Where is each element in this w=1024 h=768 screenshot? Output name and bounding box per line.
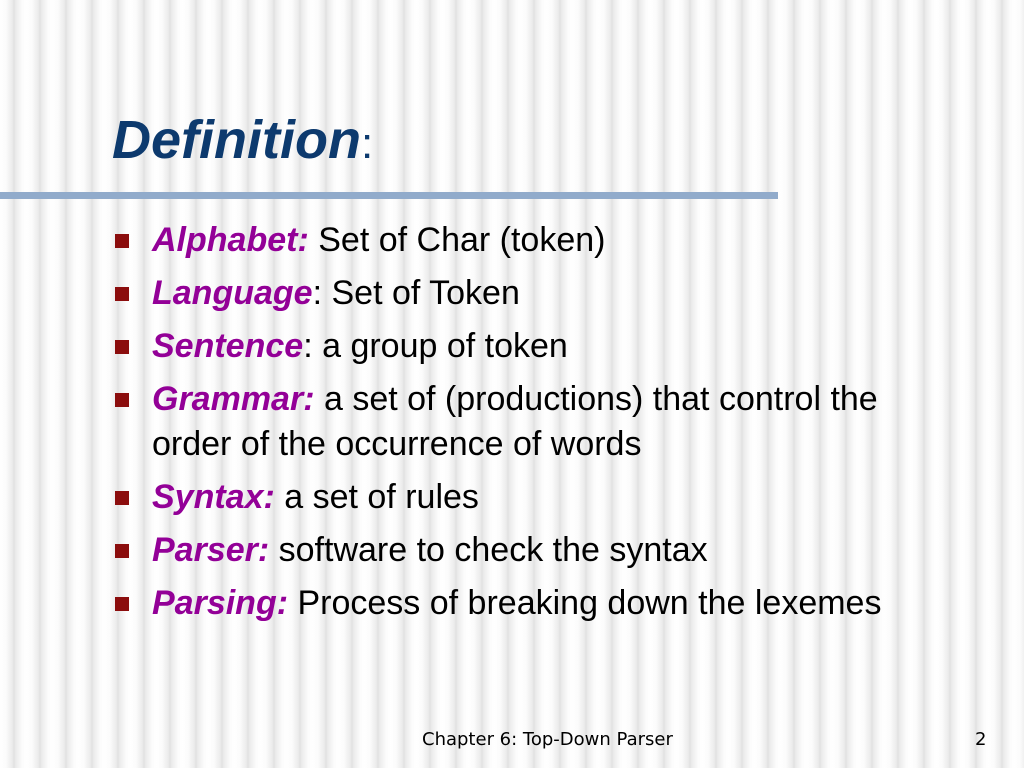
square-bullet-icon (115, 597, 129, 611)
list-item-parser (113, 528, 953, 573)
term-label: Parser: (152, 531, 270, 569)
term-definition: a group of token (312, 327, 568, 365)
slide-title (112, 104, 373, 180)
term-label: Parsing: (152, 584, 289, 622)
definition-list (113, 218, 953, 634)
square-bullet-icon (115, 287, 129, 301)
square-bullet-icon (115, 340, 129, 354)
list-item-alphabet (113, 218, 953, 263)
list-item-grammar (113, 377, 953, 467)
footer-chapter-title: Chapter 6: Top-Down Parser (422, 729, 673, 750)
term-label: Language (152, 274, 313, 312)
title-divider (0, 192, 778, 199)
term-label: Syntax: (152, 478, 275, 516)
term-definition: a set of rules (274, 478, 479, 516)
list-item-sentence (113, 324, 953, 369)
square-bullet-icon (115, 491, 129, 505)
term-definition: software to check the syntax (269, 531, 708, 569)
term-label: Alphabet: (152, 221, 309, 259)
list-item-language (113, 271, 953, 316)
square-bullet-icon (115, 544, 129, 558)
term-separator: : (303, 327, 313, 365)
term-definition: Process of breaking down the lexemes (288, 584, 882, 622)
square-bullet-icon (115, 393, 129, 407)
list-item-parsing (113, 581, 953, 626)
list-item-syntax (113, 475, 953, 520)
term-label: Grammar: (152, 380, 315, 418)
term-definition: Set of Token (322, 274, 520, 312)
slide-title-text: Definition (112, 110, 361, 170)
page-number: 2 (975, 729, 987, 750)
term-label: Sentence (152, 327, 304, 365)
slide-title-colon: : (360, 119, 374, 168)
term-definition: Set of Char (token) (308, 221, 606, 259)
term-definition: a set of (productions) that control the order of the occurrence of words (152, 380, 878, 463)
term-separator: : (312, 274, 323, 312)
slide-footer (0, 727, 1024, 753)
square-bullet-icon (115, 234, 129, 248)
